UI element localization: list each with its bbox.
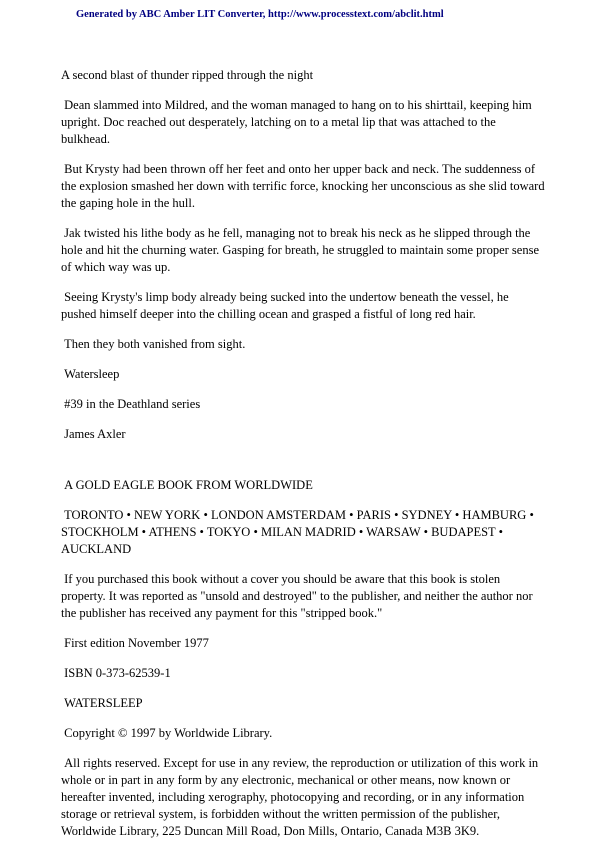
rights-reserved-notice: All rights reserved. Except for use in any review, the reproduction or utilization of this work in whole or in part in any form by any electronic, mechanical or other means, now known or hereafter invented, including xerography, photocopying and recording, or in any information storage or retrieval system, is forbidden without the written permission of the publisher, Worldwide Library, 225 Duncan Mill Road, Don Mills, Ontario, Canada M3B 3K9. [61,756,542,838]
paragraph-vanished: Then they both vanished from sight. [61,337,246,351]
publisher-cities: TORONTO • NEW YORK • LONDON AMSTERDAM • PARIS • SYDNEY • HAMBURG • STOCKHOLM • ATHENS • TOKYO • MILAN MADRID • WARSAW • BUDAPEST • AUCKLAND [61,508,537,556]
copyright-line: Copyright © 1997 by Worldwide Library. [61,726,273,740]
converter-header-link[interactable]: Generated by ABC Amber LIT Converter, http://www.processtext.com/abclit.html [76,9,444,20]
book-title: Watersleep [61,367,120,381]
stripped-book-notice: If you purchased this book without a cover you should be aware that this book is stolen property. It was reported as "unsold and destroyed" to the publisher, and neither the author nor the publisher has received any payment for this "stripped book." [61,572,536,620]
paragraph-jak: Jak twisted his lithe body as he fell, managing not to break his neck as he slipped through the hole and hit the churning water. Gasping for breath, he struggled to maintain some proper sense of which way was up. [61,226,543,274]
paragraph-dean: Dean slammed into Mildred, and the woman managed to hang on to his shirttail, keeping him upright. Doc reached out desperately, latching on to a metal lip that was attached to the bulkhead. [61,98,535,146]
edition-line: First edition November 1977 [61,636,209,650]
title-caps: WATERSLEEP [61,696,143,710]
publisher-line: A GOLD EAGLE BOOK FROM WORLDWIDE [61,478,313,492]
isbn-line: ISBN 0-373-62539-1 [61,666,171,680]
series-number: #39 in the Deathland series [61,397,201,411]
paragraph-thunder: A second blast of thunder ripped through the night [61,68,314,82]
author-name: James Axler [61,427,126,441]
document-body [61,67,547,853]
paragraph-krysty: But Krysty had been thrown off her feet and onto her upper back and neck. The suddenness of the explosion smashed her down with terrific force, knocking her unconscious as she slid toward the gaping hole in the hull. [61,162,548,210]
paragraph-seeing-krysty: Seeing Krysty's limp body already being sucked into the undertow beneath the vessel, he pushed himself deeper into the chilling ocean and grasped a fistful of long red hair. [61,290,512,321]
